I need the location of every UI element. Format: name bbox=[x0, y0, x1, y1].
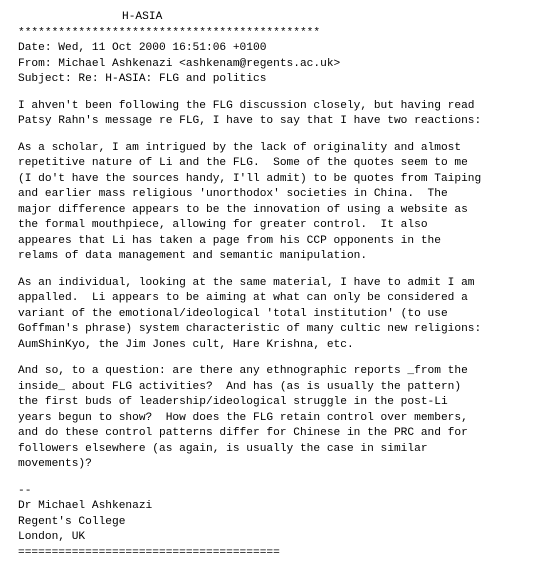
body-line: and do these control patterns differ for Chinese in the PRC and for bbox=[18, 426, 548, 442]
body-line: years begun to show? How does the FLG retain control over members, bbox=[18, 411, 548, 427]
spacer bbox=[18, 353, 548, 364]
signature-institution: Regent's College bbox=[18, 515, 548, 531]
body-line: Goffman's phrase) system characteristic of many cultic new religions: bbox=[18, 322, 548, 338]
body-line: and earlier mass religious 'unorthodox' societies in China. The bbox=[18, 187, 548, 203]
spacer bbox=[18, 265, 548, 276]
spacer bbox=[18, 88, 548, 99]
paragraph-intro bbox=[18, 99, 548, 130]
body-line: the formal mouthpiece, allowing for greater control. It also bbox=[18, 218, 548, 234]
spacer bbox=[18, 130, 548, 141]
signature-block bbox=[18, 484, 548, 546]
body-line: And so, to a question: are there any ethnographic reports _from the bbox=[18, 364, 548, 380]
bottom-rule: ======================================= bbox=[18, 546, 548, 561]
body-line: Patsy Rahn's message re FLG, I have to say that I have two reactions: bbox=[18, 114, 548, 130]
body-line: appeares that Li has taken a page from his CCP opponents in the bbox=[18, 234, 548, 250]
body-line: the first buds of leadership/ideological struggle in the post-Li bbox=[18, 395, 548, 411]
signature-separator: -- bbox=[18, 484, 548, 500]
from-header: From: Michael Ashkenazi <ashkenam@regents.ac.uk> bbox=[18, 57, 548, 73]
body-line: AumShinKyo, the Jim Jones cult, Hare Krishna, etc. bbox=[18, 338, 548, 354]
top-rule: ********************************************* bbox=[18, 26, 548, 42]
body-line: As an individual, looking at the same material, I have to admit I am bbox=[18, 276, 548, 292]
spacer bbox=[18, 473, 548, 484]
paragraph-individual bbox=[18, 276, 548, 354]
list-title: H-ASIA bbox=[18, 10, 548, 26]
body-line: inside_ about FLG activities? And has (as is usually the pattern) bbox=[18, 380, 548, 396]
paragraph-scholar bbox=[18, 141, 548, 265]
body-line: movements)? bbox=[18, 457, 548, 473]
body-line: (I do't have the sources handy, I'll admit) to be quotes from Taiping bbox=[18, 172, 548, 188]
email-headers bbox=[18, 41, 548, 88]
body-line: appalled. Li appears to be aiming at what can only be considered a bbox=[18, 291, 548, 307]
date-header: Date: Wed, 11 Oct 2000 16:51:06 +0100 bbox=[18, 41, 548, 57]
body-line: As a scholar, I am intrigued by the lack of originality and almost bbox=[18, 141, 548, 157]
body-line: I ahven't been following the FLG discussion closely, but having read bbox=[18, 99, 548, 115]
body-line: repetitive nature of Li and the FLG. Some of the quotes seem to me bbox=[18, 156, 548, 172]
body-line: followers elsewhere (as again, is usually the case in similar bbox=[18, 442, 548, 458]
signature-name: Dr Michael Ashkenazi bbox=[18, 499, 548, 515]
body-line: major difference appears to be the innovation of using a website as bbox=[18, 203, 548, 219]
body-line: relams of data management and semantic manipulation. bbox=[18, 249, 548, 265]
body-line: variant of the emotional/ideological 'total institution' (to use bbox=[18, 307, 548, 323]
signature-location: London, UK bbox=[18, 530, 548, 546]
email-document bbox=[18, 10, 548, 561]
paragraph-question bbox=[18, 364, 548, 473]
subject-header: Subject: Re: H-ASIA: FLG and politics bbox=[18, 72, 548, 88]
